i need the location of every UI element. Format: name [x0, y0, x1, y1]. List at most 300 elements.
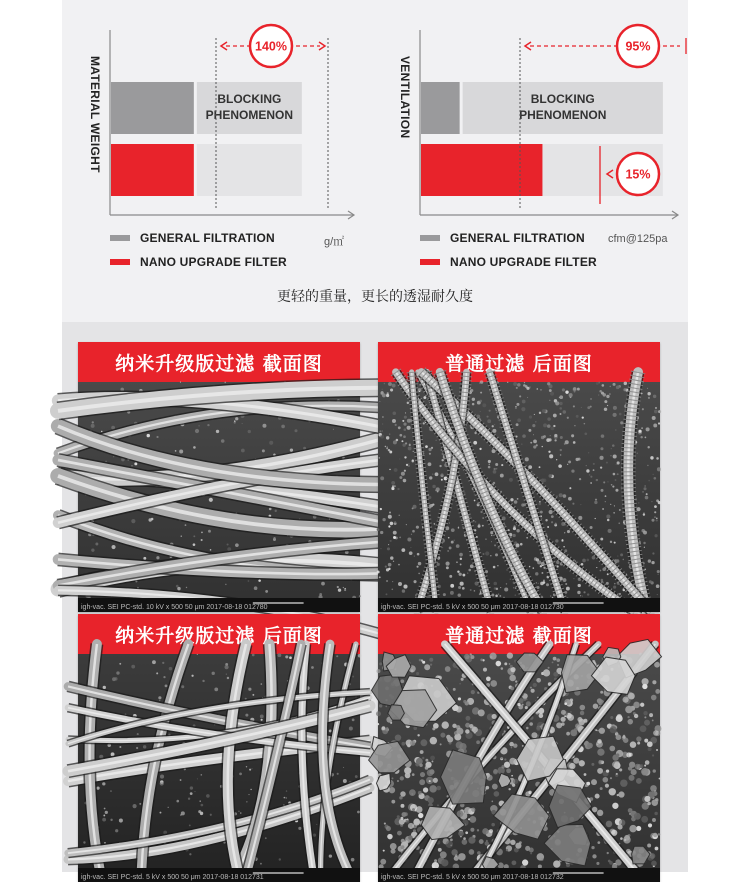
- sem-grain: [398, 564, 400, 566]
- sem-grain: [573, 441, 576, 444]
- sem-grain: [552, 661, 554, 663]
- sem-grain: [494, 791, 500, 797]
- sem-grain: [541, 858, 544, 861]
- sem-grain: [608, 529, 612, 533]
- sem-grain: [430, 663, 432, 665]
- sem-grain: [447, 550, 448, 551]
- sem-grain: [613, 413, 617, 417]
- sem-grain: [181, 685, 184, 688]
- sem-grain: [559, 407, 562, 410]
- sem-grain: [540, 389, 541, 390]
- sem-grain: [551, 521, 553, 523]
- sem-grain: [538, 503, 541, 506]
- sem-grain: [428, 496, 431, 499]
- sem-grain: [158, 696, 161, 699]
- sem-grain: [570, 711, 572, 713]
- sem-grain: [436, 440, 437, 441]
- sem-grain: [402, 589, 405, 592]
- sem-grain: [611, 448, 612, 449]
- sem-grain: [516, 436, 518, 438]
- bar-nano-upgrade-filter: [421, 144, 542, 196]
- sem-grain: [615, 479, 617, 481]
- sem-grain: [201, 774, 203, 776]
- sem-grain: [644, 547, 645, 548]
- sem-grain: [522, 704, 524, 706]
- sem-grain: [321, 582, 325, 586]
- sem-grain: [629, 825, 636, 832]
- sem-grain: [477, 851, 481, 855]
- sem-grain: [119, 819, 123, 823]
- sem-grain: [458, 586, 461, 589]
- sem-grain: [655, 847, 659, 851]
- sem-grain: [450, 584, 454, 588]
- sem-grain: [647, 465, 648, 466]
- sem-grain: [460, 558, 462, 560]
- sem-grain: [654, 477, 657, 480]
- sem-grain: [578, 458, 581, 461]
- sem-grain: [563, 546, 564, 547]
- sem-grain: [524, 382, 525, 383]
- sem-grain: [658, 574, 659, 575]
- sem-grain: [522, 400, 526, 404]
- sem-grain: [401, 472, 405, 476]
- sem-grain: [441, 479, 443, 481]
- sem-grain: [316, 824, 317, 825]
- sem-grain: [549, 474, 553, 478]
- sem-grain: [589, 474, 591, 476]
- sem-grain: [478, 709, 485, 716]
- sem-grain: [604, 408, 607, 411]
- sem-grain: [379, 401, 380, 402]
- sem-grain: [260, 683, 262, 685]
- sem-grain: [616, 734, 622, 740]
- sem-grain: [477, 829, 479, 831]
- sem-grain: [493, 770, 498, 775]
- sem-grain: [440, 851, 447, 858]
- sem-grain: [221, 439, 225, 443]
- sem-grain: [455, 854, 458, 857]
- sem-grain: [491, 823, 495, 827]
- sem-grain: [551, 515, 554, 518]
- sem-grain: [616, 464, 617, 465]
- sem-grain: [613, 512, 614, 513]
- sem-grain: [599, 728, 605, 734]
- sem-grain: [387, 834, 392, 839]
- sem-grain: [460, 563, 462, 565]
- sem-grain: [471, 690, 475, 694]
- sem-grain: [644, 765, 646, 767]
- sem-grain: [643, 542, 645, 544]
- sem-grain: [404, 470, 406, 472]
- sem-grain: [343, 779, 347, 783]
- sem-grain: [654, 812, 657, 815]
- sem-grain: [485, 539, 486, 540]
- sem-grain: [254, 586, 258, 590]
- sem-grain: [593, 703, 598, 708]
- sem-grain: [344, 589, 346, 591]
- sem-grain: [298, 827, 301, 830]
- sem-grain: [359, 595, 361, 597]
- sem-grain: [500, 474, 504, 478]
- sem-grain: [617, 461, 620, 464]
- sem-grain: [486, 840, 488, 842]
- sem-grain: [607, 852, 609, 854]
- sem-grain: [597, 841, 600, 844]
- sem-grain: [337, 773, 339, 775]
- sem-grain: [578, 584, 581, 587]
- sem-grain: [653, 424, 657, 428]
- sem-grain: [311, 666, 314, 669]
- sem-grain: [579, 760, 585, 766]
- sem-grain: [648, 395, 649, 396]
- sem-grain: [451, 541, 454, 544]
- sem-grain: [655, 798, 658, 801]
- sem-grain: [246, 766, 247, 767]
- sem-grain: [600, 447, 603, 450]
- sem-grain: [633, 702, 640, 709]
- sem-grain: [450, 845, 452, 847]
- sem-grain: [543, 478, 547, 482]
- sem-grain: [458, 697, 461, 700]
- sem-grain: [536, 582, 537, 583]
- legend-swatch-nano: [420, 259, 440, 265]
- sem-grain: [103, 815, 105, 817]
- sem-grain: [201, 532, 203, 534]
- sem-grain: [504, 662, 507, 665]
- sem-grain: [587, 593, 589, 595]
- sem-grain: [487, 419, 491, 423]
- sem-grain: [559, 402, 562, 405]
- sem-grain: [485, 786, 489, 790]
- sem-grain: [449, 522, 450, 523]
- sem-grain: [456, 544, 460, 548]
- sem-grain: [637, 453, 638, 454]
- sem-grain: [391, 588, 393, 590]
- sem-grain: [404, 428, 407, 431]
- sem-grain: [597, 730, 599, 732]
- sem-grain: [616, 559, 619, 562]
- sem-grain: [408, 447, 412, 451]
- sem-grain: [652, 552, 654, 554]
- sem-grain: [648, 823, 652, 827]
- sem-grain: [462, 839, 468, 845]
- sem-grain: [612, 486, 614, 488]
- sem-grain: [191, 675, 193, 677]
- legend-swatch-general: [110, 235, 130, 241]
- sem-grain: [210, 814, 212, 816]
- sem-grain: [495, 463, 498, 466]
- sem-grain: [416, 672, 419, 675]
- sem-grain: [273, 537, 275, 539]
- sem-grain: [655, 407, 657, 409]
- sem-grain: [498, 593, 499, 594]
- sem-grain: [556, 459, 557, 460]
- sem-grain: [200, 801, 201, 802]
- sem-grain: [541, 572, 543, 574]
- sem-grain: [480, 411, 481, 412]
- sem-grain: [577, 388, 580, 391]
- sem-grain: [101, 431, 102, 432]
- sem-grain: [143, 745, 146, 748]
- sem-grain: [557, 664, 559, 666]
- sem-grain: [650, 785, 657, 792]
- sem-grain: [508, 529, 510, 531]
- sem-grain: [432, 727, 435, 730]
- sem-grain: [439, 465, 441, 467]
- sem-grain: [644, 485, 646, 487]
- sem-grain: [653, 730, 659, 736]
- sem-grain: [445, 666, 451, 672]
- sem-grain: [555, 523, 557, 525]
- legend-label-nano: NANO UPGRADE FILTER: [140, 255, 287, 269]
- sem-grain: [131, 519, 135, 523]
- sem-grain: [498, 862, 504, 868]
- sem-grain: [286, 797, 287, 798]
- sem-grain: [519, 395, 521, 397]
- sem-grain: [596, 382, 599, 385]
- sem-grain: [567, 464, 568, 465]
- photo-card-nano-cross-section: [78, 342, 360, 612]
- sem-grain: [193, 446, 196, 449]
- sem-grain: [494, 544, 496, 546]
- sem-grain: [404, 416, 407, 419]
- sem-grain: [537, 586, 540, 589]
- sem-grain: [377, 570, 380, 573]
- sem-grain: [574, 391, 576, 393]
- sem-grain: [642, 491, 644, 493]
- sem-grain: [564, 702, 567, 705]
- sem-grain: [227, 677, 229, 679]
- sem-grain: [422, 757, 424, 759]
- sem-grain: [391, 849, 396, 854]
- sem-grain: [602, 508, 604, 510]
- sem-grain: [474, 432, 476, 434]
- sem-grain: [478, 524, 480, 526]
- material-weight-svg: [62, 0, 362, 230]
- sem-grain: [568, 497, 572, 501]
- sem-grain: [410, 740, 415, 745]
- sem-grain: [407, 537, 411, 541]
- sem-grain: [596, 862, 599, 865]
- sem-grain: [475, 521, 477, 523]
- sem-grain: [648, 747, 652, 751]
- sem-grain: [595, 499, 597, 501]
- sem-grain: [439, 400, 440, 401]
- sem-grain: [611, 484, 613, 486]
- sem-grain: [119, 663, 121, 665]
- sem-grain: [509, 758, 516, 765]
- sem-grain: [175, 450, 177, 452]
- sem-grain: [642, 678, 649, 685]
- sem-grain: [407, 426, 411, 430]
- sem-grain: [657, 594, 658, 595]
- sem-grain: [383, 850, 385, 852]
- sem-grain: [193, 543, 196, 546]
- sem-grain: [603, 393, 606, 396]
- sem-grain: [428, 797, 434, 803]
- sem-grain: [554, 434, 557, 437]
- sem-grain: [116, 671, 119, 674]
- sem-grain: [613, 473, 616, 476]
- sem-grain: [497, 565, 498, 566]
- sem-grain: [515, 407, 517, 409]
- sem-grain: [559, 395, 563, 399]
- sem-grain: [409, 789, 416, 796]
- ventilation-unit: cfm@125pa: [608, 233, 668, 245]
- sem-grain: [248, 430, 251, 433]
- sem-grain: [194, 791, 195, 792]
- sem-grain: [242, 423, 243, 424]
- sem-grain: [539, 412, 541, 414]
- sem-grain: [319, 593, 322, 596]
- sem-grain: [646, 427, 650, 431]
- sem-grain: [648, 559, 651, 562]
- blocking-region-label: BLOCKING: [217, 92, 282, 106]
- sem-grain: [638, 502, 639, 503]
- sem-grain: [613, 406, 617, 410]
- sem-grain: [380, 859, 386, 865]
- sem-grain: [656, 518, 657, 519]
- sem-grain: [466, 716, 471, 721]
- sem-grain: [636, 826, 641, 831]
- sem-grain: [376, 669, 380, 673]
- sem-grain: [176, 585, 179, 588]
- sem-grain: [553, 425, 555, 427]
- sem-grain: [245, 714, 248, 717]
- sem-grain: [265, 590, 268, 593]
- sem-grain: [467, 572, 468, 573]
- sem-grain: [485, 551, 489, 555]
- sem-grain: [509, 663, 511, 665]
- sem-grain: [613, 383, 616, 386]
- sem-grain: [443, 593, 446, 596]
- sem-grain: [607, 405, 608, 406]
- sem-grain: [485, 841, 489, 845]
- sem-grain: [289, 656, 292, 659]
- sem-grain: [420, 750, 424, 754]
- sem-grain: [250, 789, 251, 790]
- sem-grain: [180, 779, 182, 781]
- sem-grain: [584, 432, 587, 435]
- sem-grain: [429, 658, 433, 662]
- sem-grain: [198, 425, 199, 426]
- sem-grain: [597, 768, 603, 774]
- sem-grain: [580, 705, 586, 711]
- sem-grain: [380, 392, 383, 395]
- sem-grain: [517, 498, 519, 500]
- sem-grain: [343, 587, 344, 588]
- sem-grain: [620, 779, 627, 786]
- sem-grain: [590, 398, 592, 400]
- sem-grain: [573, 578, 574, 579]
- sem-grain: [607, 481, 608, 482]
- sem-grain: [425, 766, 429, 770]
- sem-grain: [446, 566, 449, 569]
- sem-grain: [473, 441, 477, 445]
- sem-grain: [102, 818, 106, 822]
- sem-grain: [605, 495, 607, 497]
- sem-grain: [290, 449, 293, 452]
- annotation-label: 95%: [625, 39, 651, 54]
- sem-grain: [387, 547, 390, 550]
- sem-grain: [610, 541, 612, 543]
- sem-grain: [578, 516, 582, 520]
- sem-grain: [625, 706, 632, 713]
- sem-grain: [473, 520, 475, 522]
- sem-grain: [521, 407, 525, 411]
- sem-grain: [446, 841, 453, 848]
- sem-grain: [227, 547, 231, 551]
- sem-info-text: igh-vac. SEI PC-std. 5 kV x 500 50 μm 2017-08-18 012731: [81, 874, 264, 881]
- sem-grain: [418, 573, 420, 575]
- material-weight-chart: [62, 0, 362, 280]
- sem-grain: [226, 674, 227, 675]
- sem-grain: [501, 464, 503, 466]
- sem-grain: [640, 436, 642, 438]
- sem-grain: [429, 780, 431, 782]
- sem-grain: [494, 424, 495, 425]
- sem-grain: [501, 765, 504, 768]
- sem-grain: [392, 581, 393, 582]
- sem-grain: [386, 826, 391, 831]
- sem-grain: [476, 740, 480, 744]
- sem-grain: [462, 587, 465, 590]
- sem-grain: [519, 841, 522, 844]
- bar-general-filtration: [111, 82, 194, 134]
- sem-grain: [656, 457, 659, 460]
- sem-grain: [601, 434, 605, 438]
- sem-grain: [533, 440, 537, 444]
- sem-grain: [529, 847, 534, 852]
- sem-grain: [160, 781, 164, 785]
- sem-grain: [391, 800, 395, 804]
- sem-grain: [479, 383, 480, 384]
- sem-grain: [392, 419, 396, 423]
- sem-grain: [382, 518, 385, 521]
- sem-grain: [265, 837, 267, 839]
- legend-label-general: GENERAL FILTRATION: [450, 231, 585, 245]
- sem-grain: [393, 561, 394, 562]
- sem-grain: [474, 731, 476, 733]
- sem-grain: [597, 749, 604, 756]
- sem-grain: [613, 455, 617, 459]
- sem-grain: [450, 591, 454, 595]
- sem-grain: [619, 509, 621, 511]
- sem-grain: [137, 733, 139, 735]
- sem-grain: [590, 482, 592, 484]
- sem-grain: [480, 380, 483, 383]
- sem-grain: [648, 397, 650, 399]
- sem-grain: [447, 737, 453, 743]
- sem-grain: [567, 417, 569, 419]
- sem-grain: [653, 395, 656, 398]
- sem-grain: [616, 386, 620, 390]
- sem-grain: [654, 517, 655, 518]
- sem-grain: [453, 688, 456, 691]
- sem-grain: [227, 543, 229, 545]
- sem-grain: [465, 831, 468, 834]
- sem-grain: [534, 414, 535, 415]
- sem-grain: [460, 582, 464, 586]
- sem-grain: [539, 466, 541, 468]
- sem-grain: [401, 845, 405, 849]
- sem-grain: [644, 739, 648, 743]
- sem-grain: [411, 534, 412, 535]
- sem-grain: [582, 416, 584, 418]
- sem-grain: [612, 761, 619, 768]
- sem-grain: [647, 741, 653, 747]
- sem-grain: [516, 529, 519, 532]
